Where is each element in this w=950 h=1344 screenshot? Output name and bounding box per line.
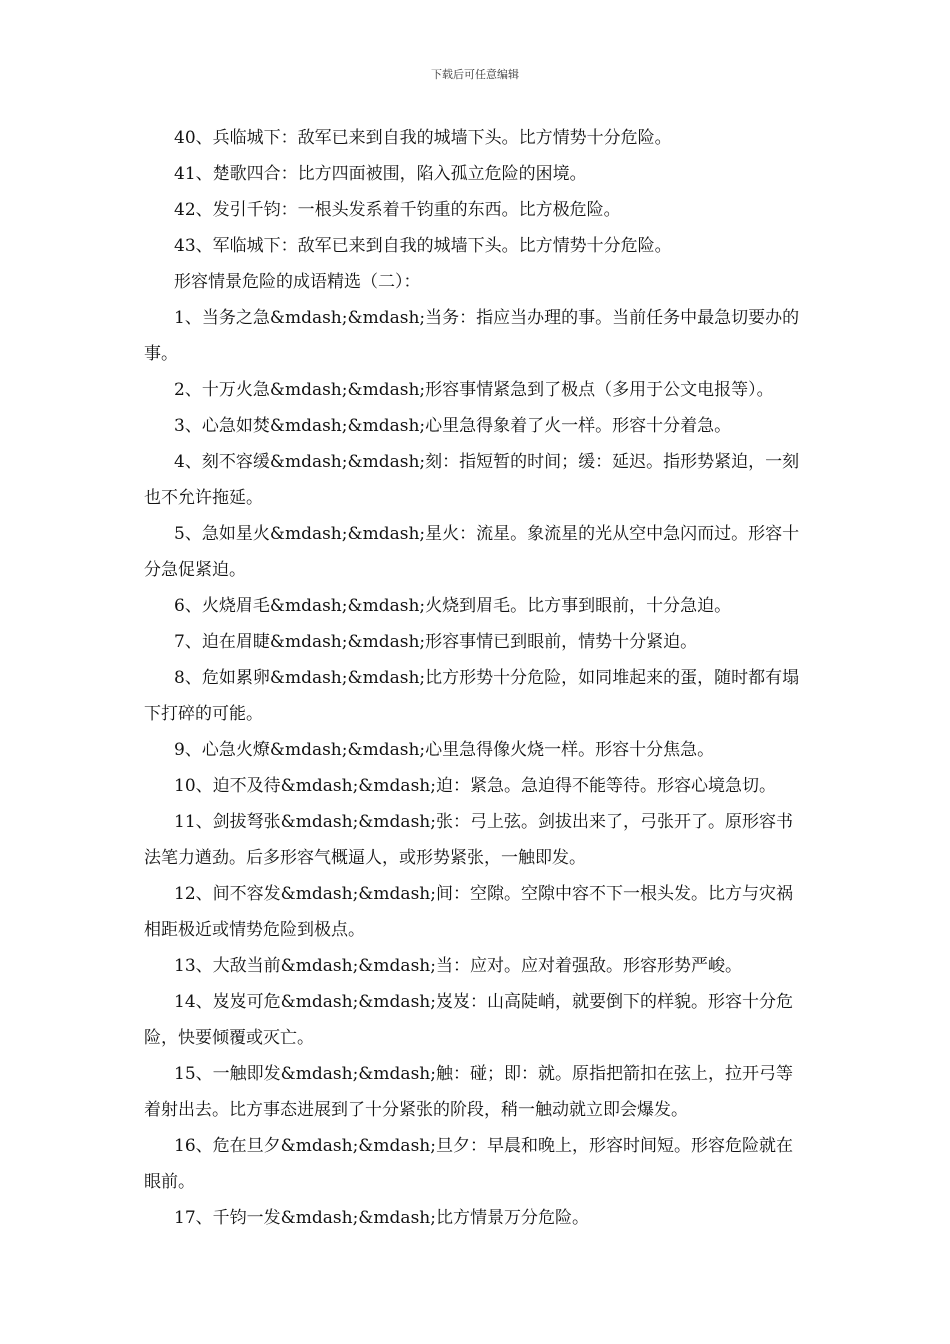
paragraph: 43、军临城下：敌军已来到自我的城墙下头。比方情势十分危险。 [174, 236, 672, 256]
paragraph: 9、心急火燎&mdash;&mdash;心里急得像火烧一样。形容十分焦急。 [174, 740, 715, 760]
paragraph: 13、大敌当前&mdash;&mdash;当：应对。应对着强敌。形容形势严峻。 [174, 956, 742, 976]
document-body [144, 120, 809, 1236]
paragraph: 16、危在旦夕&mdash;&mdash;旦夕：早晨和晚上，形容时间短。形容危险就在眼前。 [144, 1136, 793, 1192]
page-header: 下载后可任意编辑 [431, 68, 519, 81]
section-heading: 形容情景危险的成语精选（二）： [174, 272, 421, 292]
paragraph: 12、间不容发&mdash;&mdash;间：空隙。空隙中容不下一根头发。比方与灾祸相距极近或情势危险到极点。 [144, 884, 793, 940]
paragraph: 6、火烧眉毛&mdash;&mdash;火烧到眉毛。比方事到眼前，十分急迫。 [174, 596, 732, 616]
paragraph: 8、危如累卵&mdash;&mdash;比方形势十分危险，如同堆起来的蛋，随时都有塌下打碎的可能。 [144, 668, 800, 724]
paragraph: 2、十万火急&mdash;&mdash;形容事情紧急到了极点（多用于公文电报等）。 [174, 380, 774, 400]
paragraph: 14、岌岌可危&mdash;&mdash;岌岌：山高陡峭，就要倒下的样貌。形容十分危险，快要倾覆或灭亡。 [144, 992, 793, 1048]
paragraph: 4、刻不容缓&mdash;&mdash;刻：指短暂的时间；缓：延迟。指形势紧迫，一刻也不允许拖延。 [144, 452, 800, 508]
paragraph: 11、剑拔弩张&mdash;&mdash;张：弓上弦。剑拔出来了，弓张开了。原形容书法笔力遒劲。后多形容气概逼人，或形势紧张，一触即发。 [144, 812, 793, 868]
paragraph: 42、发引千钧：一根头发系着千钧重的东西。比方极危险。 [174, 200, 621, 220]
paragraph: 3、心急如焚&mdash;&mdash;心里急得象着了火一样。形容十分着急。 [174, 416, 732, 436]
paragraph: 40、兵临城下：敌军已来到自我的城墙下头。比方情势十分危险。 [174, 128, 672, 148]
paragraph: 17、千钧一发&mdash;&mdash;比方情景万分危险。 [174, 1208, 589, 1228]
paragraph: 10、迫不及待&mdash;&mdash;迫：紧急。急迫得不能等待。形容心境急切。 [174, 776, 776, 796]
paragraph: 41、楚歌四合：比方四面被围，陷入孤立危险的困境。 [174, 164, 587, 184]
paragraph: 5、急如星火&mdash;&mdash;星火：流星。象流星的光从空中急闪而过。形容十分急促紧迫。 [144, 524, 800, 580]
paragraph: 7、迫在眉睫&mdash;&mdash;形容事情已到眼前，情势十分紧迫。 [174, 632, 698, 652]
paragraph: 1、当务之急&mdash;&mdash;当务：指应当办理的事。当前任务中最急切要办的事。 [144, 308, 800, 364]
paragraph: 15、一触即发&mdash;&mdash;触：碰；即：就。原指把箭扣在弦上，拉开弓等着射出去。比方事态进展到了十分紧张的阶段，稍一触动就立即会爆发。 [144, 1064, 793, 1120]
